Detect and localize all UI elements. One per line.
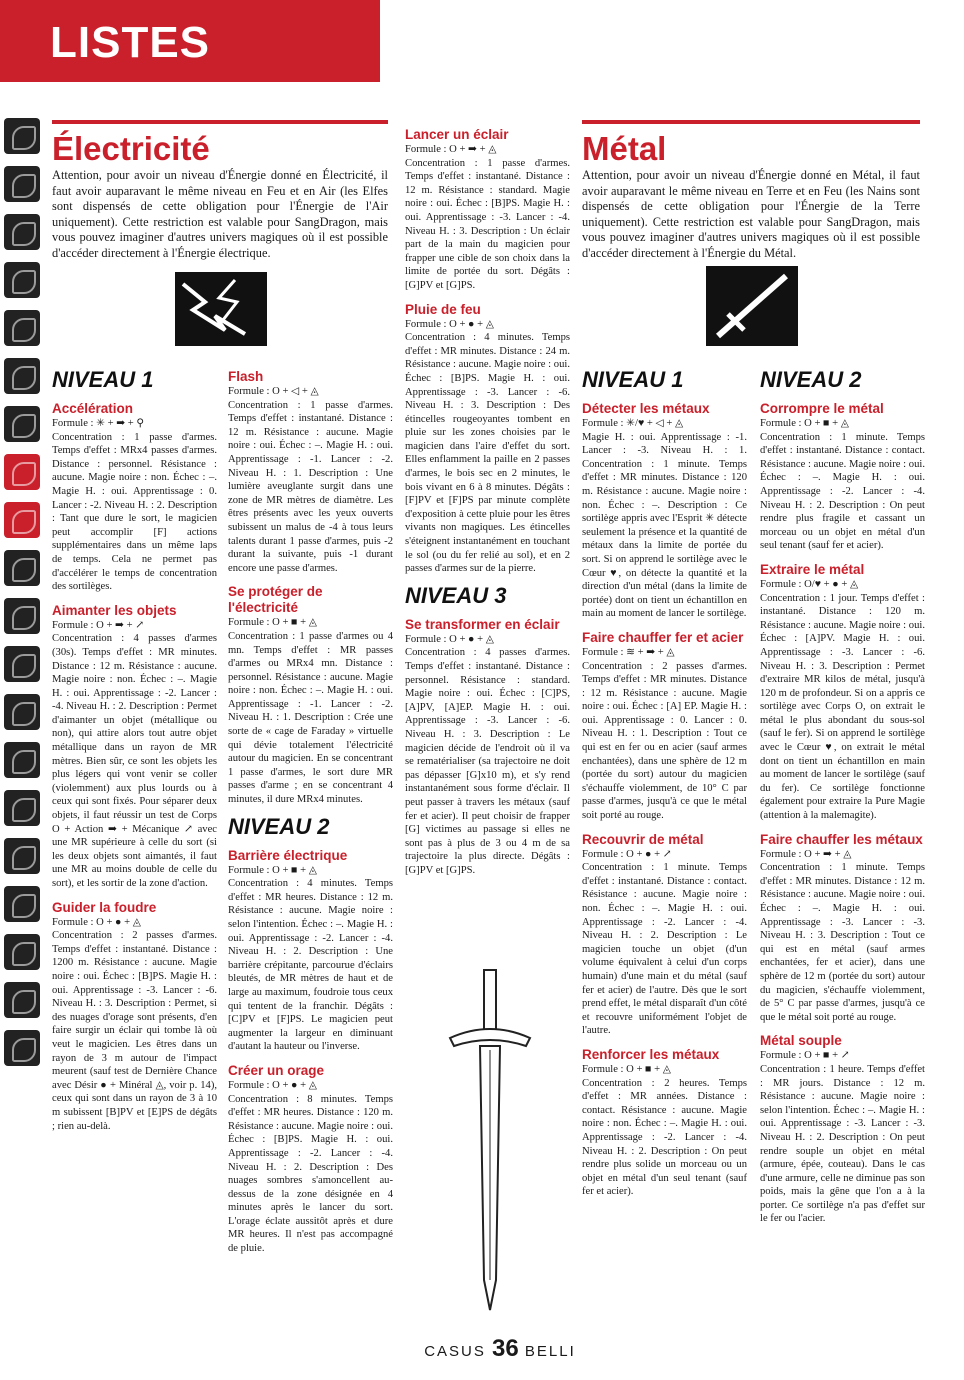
- spell-description: Concentration : 1 passe d'armes. Temps d'effet : instantané. Distance : 12 m. Résistance : standard. Magie noire : oui. Échec : [B]PS. Magie H. : oui. Apprentissage : -3. Lancer : -4. Niveau H. : 3. Description : Un éclair part de la main du magicien pour frapper une cible de son choix dans la limite de portée du sort. Dégâts : [G]PV et [G]PS.: [405, 157, 570, 291]
- spell-name: Créer un orage: [228, 1062, 325, 1078]
- niveau-heading: NIVEAU 2: [228, 813, 330, 839]
- eye-icon: [4, 118, 40, 154]
- metal-title: Métal: [582, 130, 667, 167]
- spell-description: Magie H. : oui. Apprentissage : -1. Lancer : -3. Niveau H. : 1. Concentration : 1 minute. Temps d'effet : MR minutes. Distance : 120 m. Résistance : aucune. Magie noire : non. Échec : –. Description : Ce sortilège appris avec l'Esprit ✳ détecte seulement la présence et la quantité de métaux dans la limite de portée du sort. Si on apprend le sortilège avec le Cœur ♥, on détecte la quantité et la direction d'un métal (dans la limite de portée) dont on tient un échantillon en main au moment de lancer le sortilège.: [582, 431, 747, 620]
- chain-icon: [4, 310, 40, 346]
- spell-entry: [582, 401, 747, 621]
- flame-icon: [4, 646, 40, 682]
- spell-formula: Formule : O + ■ + ◬: [228, 864, 317, 876]
- spell-name: Détecter les métaux: [582, 401, 710, 416]
- spiral-icon: [4, 214, 40, 250]
- mountain-icon: [4, 406, 40, 442]
- spell-entry: [760, 401, 925, 553]
- page-number: 36: [492, 1335, 519, 1362]
- spell-description: Concentration : 1 minute. Temps d'effet : instantané. Distance : contact. Résistance : aucune. Magie noire : non. Échec : –. Magie H. : oui. Apprentissage : -2. Lancer : -4. Niveau H. : 2. Description : Le magicien touche un objet (d'un volume équivalent à celui d'un corps humain) d'une main et du métal (sauf fer et acier) de l'autre. Dès que le sort prend effet, le métal disparaît d'un côté et recouvre uniformément l'objet de l'autre.: [582, 862, 747, 1037]
- spell-name: Se protéger de l'électricité: [228, 584, 323, 616]
- spell-description: Concentration : 1 passe d'armes ou 4 mn. Temps d'effet : MR passes d'armes ou MRx4 mn. Distance : personnel. Résistance : aucune. Magie noire : non. Échec : –. Magie H. : oui. Apprentissage : -1. Lancer : -2. Niveau H. : 1. Description : Crée une sorte de « cage de Faraday » virtuelle qui dévie totalement l'électricité autour du magicien. En se concentrant 1 passe d'armes, le sort dure MR passes d'arme ; en se concentrant 4 minutes, il dure MRx4 minutes.: [228, 630, 393, 806]
- spell-name: Faire chauffer les métaux: [760, 831, 923, 847]
- spell-entry: [228, 584, 393, 806]
- spell-entry: [405, 127, 570, 293]
- hand-icon: [4, 166, 40, 202]
- column-3: [405, 118, 570, 878]
- spell-entry: [228, 1063, 393, 1256]
- spell-formula: Formule : O + ■ + ↗: [760, 1050, 850, 1062]
- footer-magazine-left: CASUS: [424, 1343, 486, 1360]
- spell-name: Barrière électrique: [228, 847, 348, 863]
- spell-entry: [52, 900, 217, 1134]
- spell-entry: [760, 562, 925, 823]
- niveau-heading: NIVEAU 1: [52, 367, 154, 392]
- spell-description: Concentration : 1 passe d'armes. Temps d'effet : instantané. Distance : 12 m. Résistance : aucune. Magie noire : oui. Échec : –. Magie H. : oui. Apprentissage : -1. Lancer : -2. Niveau H. : 1. Description : Une lumière aveuglante surgit dans une zone de MR mètres de diamètre. Les êtres présents avec les yeux ouverts subissent un malus de -4 à tous leurs talents durant 1 passe d'armes, puis -2 durant la suivante, puis -1 durant encore une passe d'armes.: [228, 399, 393, 574]
- spell-entry: [582, 630, 747, 823]
- column-2: [228, 360, 393, 1256]
- niveau-heading: NIVEAU 2: [760, 367, 862, 392]
- sword-illustration: [440, 960, 540, 1320]
- spell-description: Concentration : 1 minute. Temps d'effet : MR minutes. Distance : 12 m. Résistance : aucune. Magie noire : oui. Échec : –. Magie H. : oui. Apprentissage : -3. Lancer : -3. Niveau H. : 3. Description : Tout ce qui est en métal (sauf armes enchantées, fer et acier), dans une sphère de 12 m (portée du sort) autour du magicien, s'échauffe violemment, de 5° C par passe d'armes, jusqu'à ce que le métal soit porté au rouge.: [760, 862, 925, 1023]
- spell-description: Concentration : 4 passes d'armes. Temps d'effet : instantané. Distance : personnel. Résistance : standard. Magie noire : oui. Échec : [C]PS, [A]PV, [A]EP. Magie H. : oui. Apprentissage : -3. Lancer : -6. Niveau H. : 3. Description : Le magicien décide de l'endroit où il va se rematérialiser (sa trajectoire ne doit pas dépasser [G]x10 m), et s'y rend instantanément sous forme d'éclair. Il peut passer à travers les métaux (sauf fer et acier). Il peut choisir de frapper [G] victimes au passage si elles ne sont pas à plus de 3 ou 4 m de sa trajectoire la plus directe. Dégâts : [G]PV et [G]PS.: [405, 647, 570, 876]
- column-5: [760, 360, 925, 1226]
- spell-formula: Formule : ✳/♥ + ◁ + ◬: [582, 418, 684, 429]
- section-banner: [0, 0, 380, 82]
- spell-formula: Formule : O + ➡ + ↗: [52, 619, 145, 631]
- spell-entry: [228, 369, 393, 575]
- spell-name: Corrompre le métal: [760, 401, 884, 416]
- spell-description: Concentration : 1 jour. Temps d'effet : instantané. Distance : 120 m. Résistance : aucune. Magie noire : oui. Échec : [A]PV. Magie H. : oui. Apprentissage : -3. Lancer : -6. Niveau H. : 3. Description : Permet d'extraire MR kilos de métal, jusqu'à 120 m de profondeur. Si on a appris ce sortilège avec Corps O, on extrait le métal le plus abondant du sous-sol (sauf le fer). Si on apprend le sortilège avec le Cœur ♥, on extrait le métal dont on tient un échantillon en main au moment de lancer le sortilège (sauf du fer). Ce sortilège fonctionne également pour extraire la Pure Magie (attention à la malemagite).: [760, 592, 925, 822]
- spell-description: Concentration : 1 minute. Temps d'effet : instantané. Distance : contact. Résistance : aucune. Magie noire : oui. Échec : –. Magie H. : oui. Apprentissage : -2. Lancer : -4. Niveau H. : 2. Description : On peut rendre plus fragile et cassant un morceau ou un objet en métal d'un seul tenant (sauf fer et acier).: [760, 431, 925, 552]
- spell-entry: [405, 617, 570, 878]
- spell-name: Faire chauffer fer et acier: [582, 629, 744, 645]
- page-footer: [420, 1335, 580, 1363]
- spell-name: Guider la foudre: [52, 899, 157, 915]
- niveau-heading: NIVEAU 1: [582, 367, 684, 392]
- spell-entry: [760, 1033, 925, 1226]
- wind-icon: [4, 550, 40, 586]
- spell-entry: [582, 1047, 747, 1199]
- hand-icon: [4, 262, 40, 298]
- spell-formula: Formule : ✳ + ➡ + ⚲: [52, 418, 145, 429]
- beast-icon: [4, 934, 40, 970]
- spell-description: Concentration : 2 passes d'armes. Temps d'effet : instantané. Distance : 1200 m. Résistance : aucune. Magie noire : oui. Échec : [B]PS. Magie H. : oui. Apprentissage : -3. Lancer : -6. Niveau H. : 3. Description : Permet, si des nuages d'orage sont présents, d'en faire surgir un éclair qui tombe là où veut le magicien. Les êtres dans un rayon de 3 m autour de l'impact meurent (sauf test de Dernière Chance avec Désir ● + Minéral ◬, voir p. 14), ceux qui sont dans un rayon de 3 à 10 m subissent [B]PV et [E]PS de dégâts ; rien au-delà.: [52, 930, 217, 1132]
- spell-formula: Formule : O + ● + ◬: [405, 318, 494, 330]
- spell-entry: [228, 848, 393, 1054]
- spell-description: Concentration : 4 passes d'armes (30s). Temps d'effet : MR minutes. Distance : 12 m. Résistance : aucune. Magie noire : non. Échec : –. Magie H. : oui. Apprentissage : -2. Lancer : -4. Niveau H. : 2. Description : Permet d'aimanter un objet (métallique ou non), qui attire alors tout autre objet métallique dans un rayon de MR mètres. Bien sûr, ce sont les objets les plus légers qui vont venir se coller (violemment) aux plus lourds ou à ceux qui sont fixés. Pour séparer deux objets, il faut réussir un test de Corps O + Action ➡ + Mécanique ↗ avec une MR supérieure à celle du sort (si les deux objets sont aimantés, il faut une MR au moins double de celle du sort), et les sortir de la zone d'action.: [52, 633, 217, 889]
- spell-description: Concentration : 4 minutes. Temps d'effet : MR minutes. Distance : 24 m. Résistance : aucune. Magie noire : oui. Échec : [B]PS. Magie H. : oui. Apprentissage : -3. Lancer : -6. Niveau H. : 3. Description : Des étincelles rougeoyantes tombent en pluie sur les zones choisies par le magicien dans l'aire d'effet du sort. Elles enflamment la paille en 2 passes d'armes, le bois sec en 2 minutes, le bois vivant en 6 à 8 minutes. Dégâts : [F]PV et [F]PS par minute complète d'exposition à cette pluie pour les êtres vivants non magiques. Les étincelles s'éteignent instantanément en touchant le sol (ou du fer relié au sol), et en 2 passes d'armes sur de la pierre.: [405, 332, 570, 575]
- lightning-illustration: [175, 272, 267, 346]
- metal-section: [582, 120, 920, 262]
- skull-icon: [4, 790, 40, 826]
- swirl-icon: [4, 1030, 40, 1066]
- water-icon: [4, 598, 40, 634]
- metal-illustration: [706, 266, 798, 346]
- spell-description: Concentration : 1 heure. Temps d'effet : MR jours. Distance : 12 m. Résistance : aucune. Magie noire : selon l'intention. Échec : –. Magie H. : oui. Apprentissage : -3. Lancer : -3. Niveau H. : 2. Description : On peut rendre souple un objet en métal (armure, épée, couteau). Dans le cas d'une armure, celle ne diminue pas son poids, mais la gêne que l'on a à la porter. Ce sortilège n'a pas d'effet sur le fer ou l'acier.: [760, 1063, 925, 1225]
- spell-description: Concentration : 4 minutes. Temps d'effet : MR heures. Distance : 12 m. Résistance : aucune. Magie noire : selon l'intention. Échec : –. Magie H. : oui. Apprentissage : -2. Lancer : -4. Niveau H. : 2. Description : Une barrière crépitante, parcourue d'éclairs bleutés, de MR mètres de haut et de large au maximum, foudroie tous ceux qui tentent de la franchir. Dégâts : [C]PV et [F]PS. Le magicien peut augmenter la largeur en diminuant d'autant la hauteur ou l'inverse.: [228, 878, 393, 1053]
- spell-formula: Formule : O + ■ + ◬: [582, 1063, 671, 1075]
- spell-entry: [760, 832, 925, 1025]
- banner-title: LISTES: [50, 18, 211, 67]
- spell-name: Métal souple: [760, 1033, 842, 1049]
- spell-description: Concentration : 8 minutes. Temps d'effet : MR heures. Distance : 120 m. Résistance : aucune. Magie noire : oui. Échec : [B]PS. Magie H. : oui. Apprentissage : -2. Lancer : -4. Niveau H. : 2. Description : Des nuages sombres s'amoncellent au-dessus de la zone désignée en 4 minutes après le lancer du sort. L'orage éclate aussitôt après et dure MR heures. Il n'est pas accompagné de pluie.: [228, 1093, 393, 1255]
- spell-entry: [405, 302, 570, 576]
- column-1: [52, 360, 217, 1133]
- sun-icon: [4, 886, 40, 922]
- spell-entry: [52, 401, 217, 594]
- electricite-section: [52, 120, 388, 262]
- section-rule: [52, 120, 388, 124]
- spell-formula: Formule : O + ● + ↗: [582, 848, 672, 860]
- face-icon: [4, 358, 40, 394]
- spell-name: Lancer un éclair: [405, 127, 509, 142]
- spell-entry: [582, 832, 747, 1038]
- spell-formula: Formule : O + ➡ + ◬: [760, 848, 852, 860]
- spell-formula: Formule : O + ■ + ◬: [228, 617, 317, 629]
- spell-formula: Formule : O + ● + ◬: [52, 916, 141, 928]
- electricite-intro: Attention, pour avoir un niveau d'Énergie donné en Électricité, il faut avoir auparavant le même niveau en Feu et en Air (les Elfes sont dispensés de cette obligation pour l'Énergie de l'Air uniquement). Cette restriction est valable pour SangDragon, mais vous pouvez imaginer d'autres univers magiques où il est possible d'accéder directement à l'Énergie électrique.: [52, 168, 388, 260]
- book-icon: [4, 838, 40, 874]
- spell-formula: Formule : ≋ + ➡ + ◬: [582, 646, 675, 658]
- spell-formula: Formule : O/♥ + ● + ◬: [760, 578, 859, 590]
- spell-formula: Formule : O + ◁ + ◬: [228, 386, 319, 397]
- spell-formula: Formule : O + ■ + ◬: [760, 418, 849, 429]
- spell-description: Concentration : 2 passes d'armes. Temps d'effet : MR minutes. Distance : 12 m. Résistance : aucune. Magie noire : oui. Échec : [A] EP. Magie H. : oui. Apprentissage : 0. Lancer : 0. Niveau H. : 1. Description : Tout ce qui est en fer ou en acier (sauf armes enchantées), dans une sphère de 12 m (portée du sort) autour du magicien s'échauffe violemment, de 10° C par passe d'armes, jusqu'à ce que le métal soit porté au rouge.: [582, 660, 747, 822]
- cross-icon: [4, 454, 40, 490]
- moon-icon: [4, 742, 40, 778]
- column-4: [582, 360, 747, 1199]
- electricite-title: Électricité: [52, 130, 210, 167]
- spell-formula: Formule : O + ➡ + ◬: [405, 144, 497, 155]
- spell-formula: Formule : O + ● + ◬: [228, 1079, 317, 1091]
- footer-magazine-right: BELLI: [524, 1343, 576, 1360]
- spell-name: Pluie de feu: [405, 301, 481, 317]
- spell-name: Flash: [228, 369, 264, 384]
- star-icon: [4, 694, 40, 730]
- spell-entry: [52, 603, 217, 891]
- spell-name: Aimanter les objets: [52, 602, 177, 618]
- metal-intro: Attention, pour avoir un niveau d'Énergie donné en Métal, il faut avoir auparavant le même niveau en Terre et en Feu (les Nains sont dispensés de cette obligation pour l'Énergie de la Terre uniquement). Cette restriction est valable pour SangDragon, mais vous pouvez imaginer d'autres univers magiques où il est possible d'accéder directement à l'Énergie du Métal.: [582, 168, 920, 260]
- spell-name: Renforcer les métaux: [582, 1046, 720, 1062]
- spell-name: Se transformer en éclair: [405, 616, 560, 632]
- tower-icon: [4, 982, 40, 1018]
- spell-description: Concentration : 2 heures. Temps d'effet : MR années. Distance : contact. Résistance : aucune. Magie noire : non. Échec : –. Magie H. : oui. Apprentissage : -2. Lancer : -4. Niveau H. : 2. Description : On peut rendre plus solide un morceau ou un objet en métal d'un seul tenant (sauf fer et acier).: [582, 1077, 747, 1198]
- lightning-icon: [4, 502, 40, 538]
- section-rule: [582, 120, 920, 124]
- spell-name: Recouvrir de métal: [582, 831, 704, 847]
- spell-name: Extraire le métal: [760, 561, 865, 577]
- spell-name: Accélération: [52, 401, 134, 416]
- spell-description: Concentration : 1 passe d'armes. Temps d'effet : MRx4 passes d'armes. Distance : personnel. Résistance : aucune. Magie noire : non. Échec : –. Magie H. : oui. Apprentissage : 0. Lancer : -2. Niveau H. : 2. Description : Tant que dure le sort, le magicien peut accomplir [F] actions supplémentaires dans un même laps de temps. Cela ne permet pas d'accélérer le temps de concentration des sortilèges.: [52, 431, 217, 593]
- spell-formula: Formule : O + ● + ◬: [405, 633, 494, 645]
- niveau-heading: NIVEAU 3: [405, 582, 507, 608]
- icon-sidebar: [2, 118, 46, 1078]
